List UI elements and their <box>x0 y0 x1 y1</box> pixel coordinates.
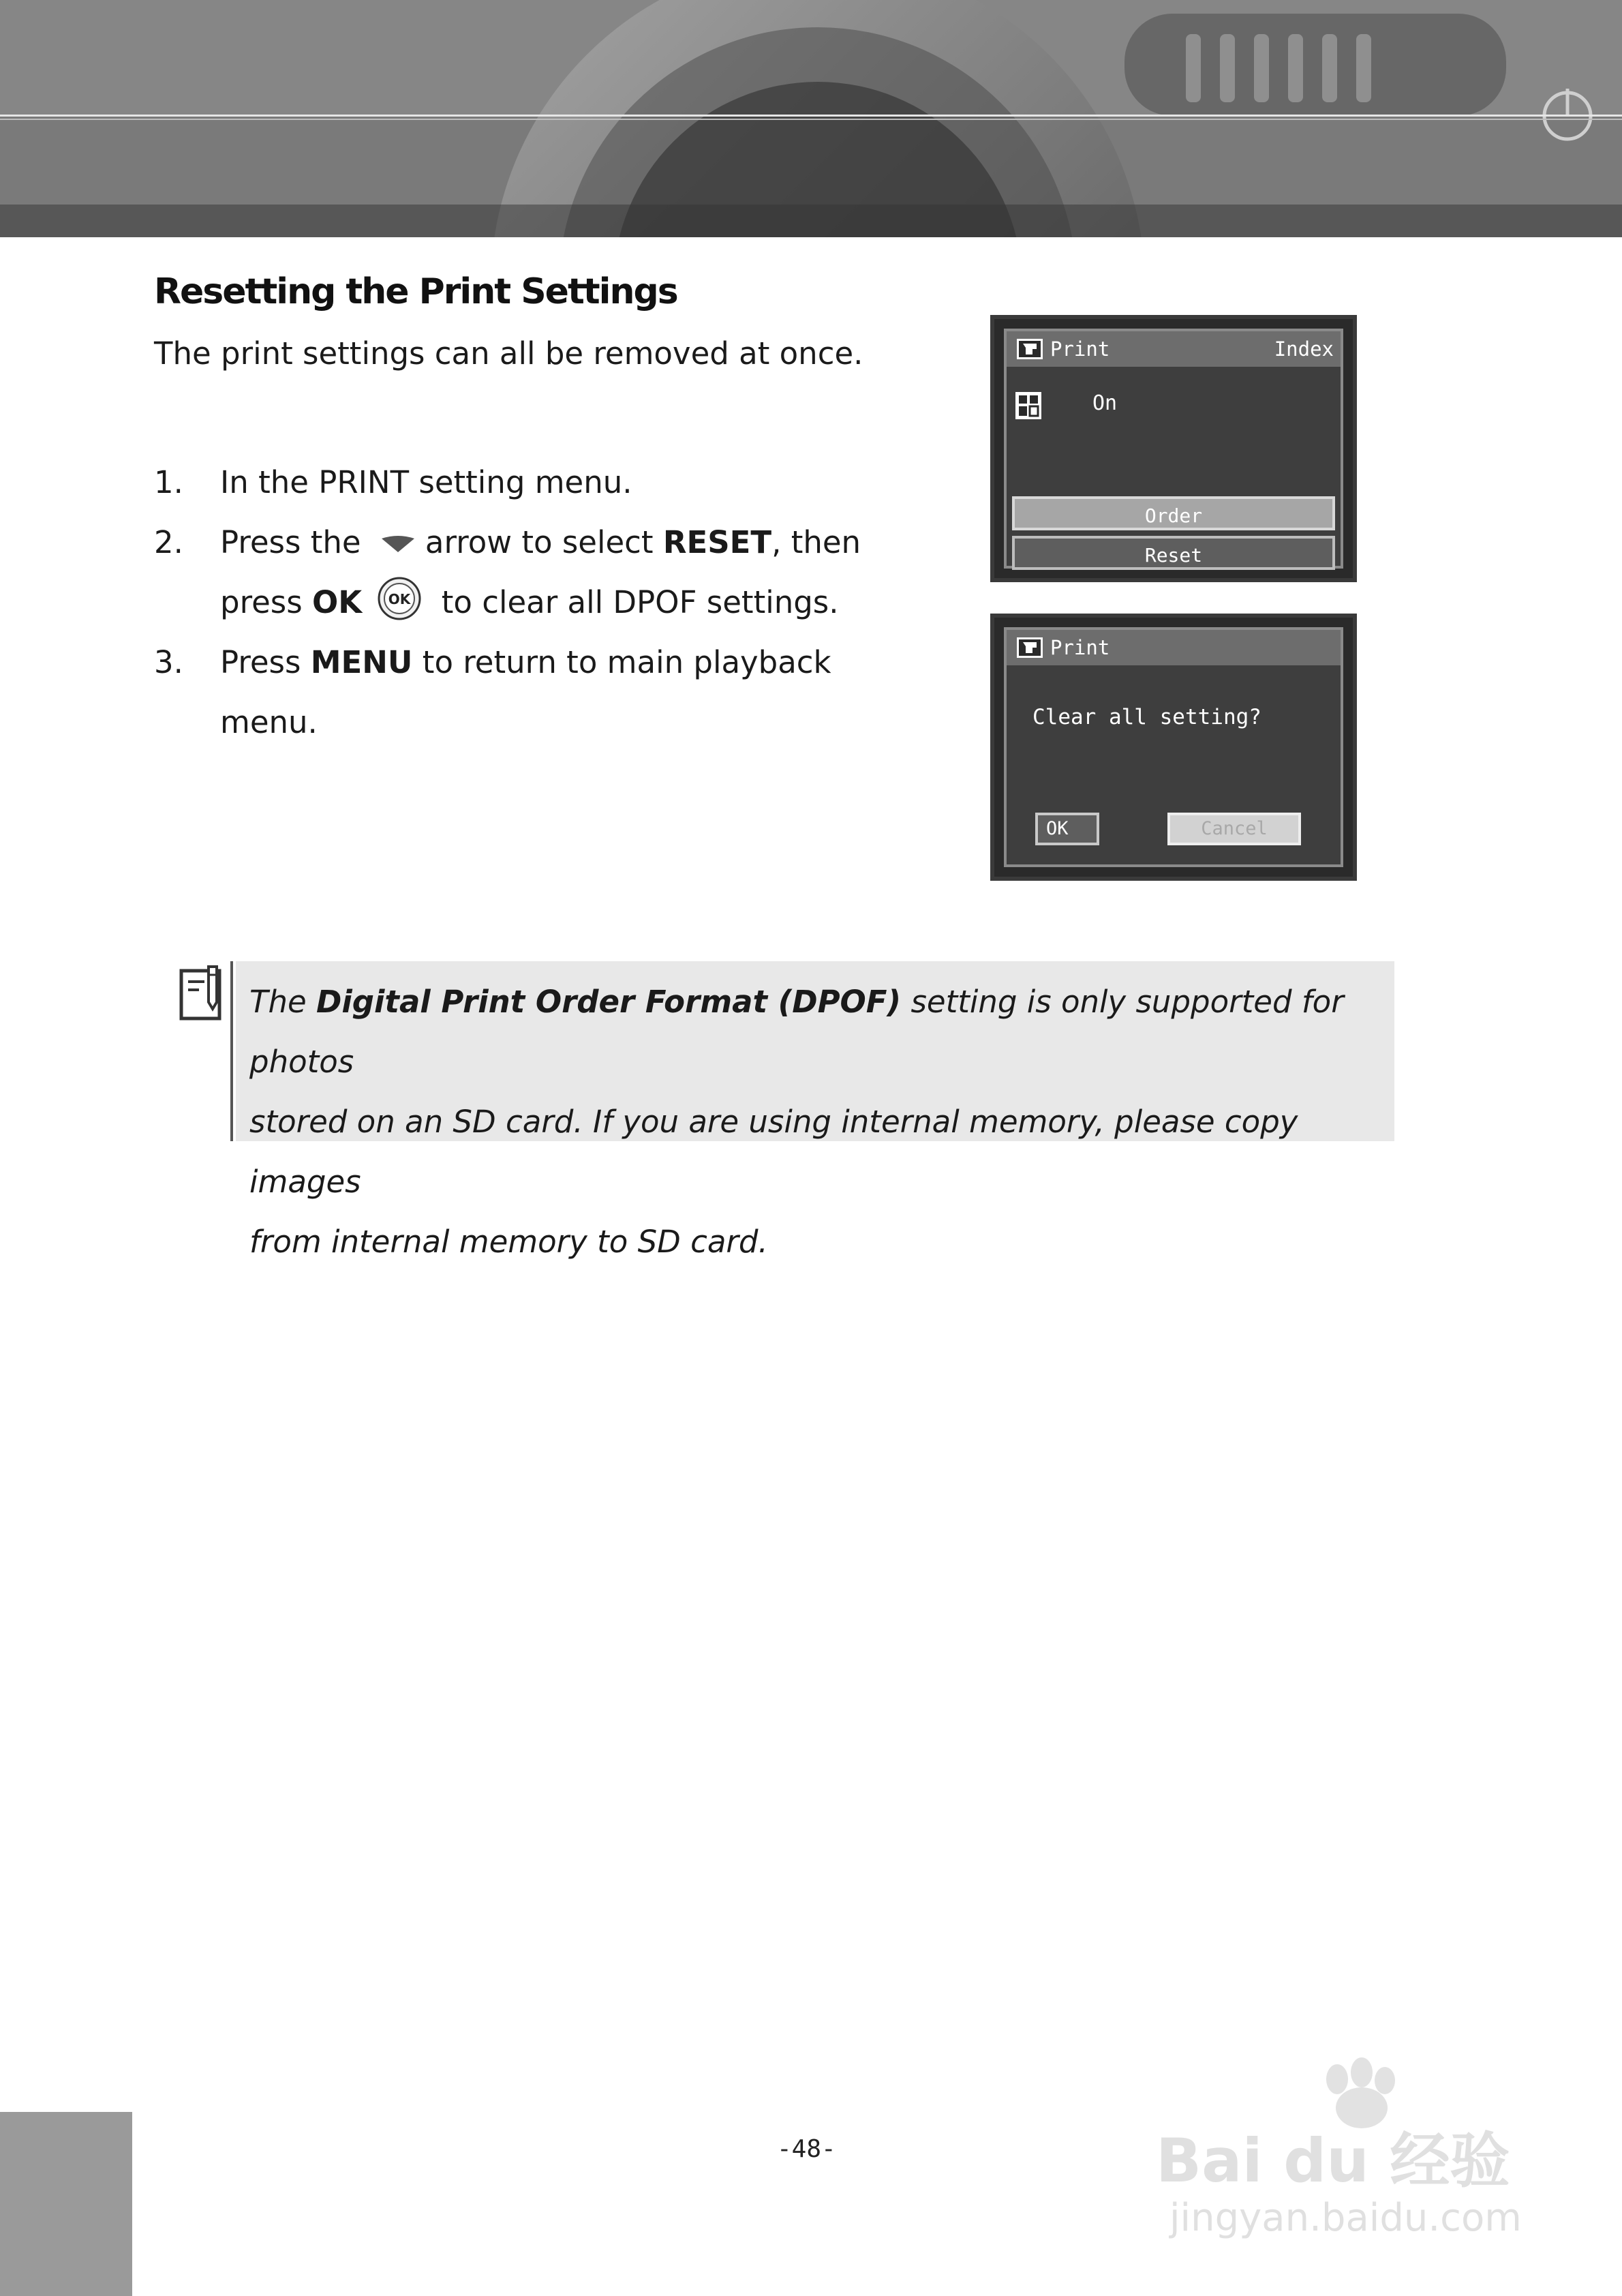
step-1 <box>154 453 917 513</box>
section-intro: The print settings can all be removed at once. <box>154 335 863 372</box>
svg-text:OK: OK <box>388 591 411 607</box>
confirm-question: Clear all setting? <box>1032 705 1261 729</box>
setting-value: On <box>1092 391 1118 415</box>
ok-button-icon <box>377 576 422 621</box>
screen-frame <box>1004 627 1343 867</box>
watermark-url: jingyan.baidu.com <box>1169 2196 1522 2240</box>
step-text: , then <box>771 524 861 560</box>
reset-keyword: RESET <box>662 524 772 560</box>
step-text: Press the <box>220 524 361 560</box>
step-3-continued <box>154 693 917 753</box>
note-line-1: The Digital Print Order Format (DPOF) setting is only supported for photos <box>249 984 1344 1080</box>
down-arrow-icon <box>378 534 418 555</box>
step-text: In the PRINT setting menu. <box>220 464 632 500</box>
print-mode-label: Index <box>1274 337 1334 361</box>
dpof-index-icon <box>1015 391 1042 420</box>
camera-photo-banner <box>0 0 1622 237</box>
note-line-3: from internal memory to SD card. <box>249 1224 768 1260</box>
order-option[interactable]: Order <box>1012 496 1335 530</box>
step-text: Press <box>220 644 301 680</box>
reset-option[interactable]: Reset <box>1012 536 1335 570</box>
cancel-button[interactable]: Cancel <box>1167 813 1301 845</box>
menu-keyword: MENU <box>310 644 413 680</box>
step-2-continued <box>154 573 917 633</box>
step-text: arrow to select <box>425 524 654 560</box>
note-icon <box>179 964 225 1021</box>
watermark-brand: Bai du 经验 <box>1156 2126 1510 2196</box>
step-text: press <box>220 584 303 620</box>
screen-title: Print <box>1050 337 1110 361</box>
step-text: to clear all DPOF settings. <box>441 584 839 620</box>
section-title: Resetting the Print Settings <box>154 271 677 312</box>
print-menu-screen <box>990 315 1357 582</box>
page-number: -48- <box>777 2135 836 2163</box>
note-emphasis: Digital Print Order Format (DPOF) <box>316 984 902 1020</box>
dpof-note <box>236 961 1394 1260</box>
step-number: 3. <box>154 644 183 680</box>
screen-title-bar <box>1007 331 1341 367</box>
step-3 <box>154 633 917 693</box>
note-line-2: stored on an SD card. If you are using internal memory, please copy images <box>249 1104 1298 1200</box>
step-number: 2. <box>154 524 183 560</box>
clear-confirm-screen <box>990 614 1357 881</box>
screen-frame <box>1004 329 1343 569</box>
baidu-watermark <box>1145 2045 1527 2250</box>
step-text: to return to main playback <box>422 644 831 680</box>
print-icon <box>1016 637 1043 659</box>
print-icon <box>1016 338 1043 360</box>
ok-button[interactable]: OK <box>1035 813 1099 845</box>
ok-keyword: OK <box>311 584 363 620</box>
step-number: 1. <box>154 464 183 500</box>
header-banner <box>0 0 1622 237</box>
note-divider <box>230 961 233 1141</box>
steps-list <box>154 453 917 753</box>
footer-tab <box>0 2112 132 2296</box>
screen-title: Print <box>1050 636 1110 659</box>
step-text: menu. <box>220 704 318 740</box>
screen-title-bar <box>1007 630 1341 665</box>
step-2 <box>154 513 917 573</box>
